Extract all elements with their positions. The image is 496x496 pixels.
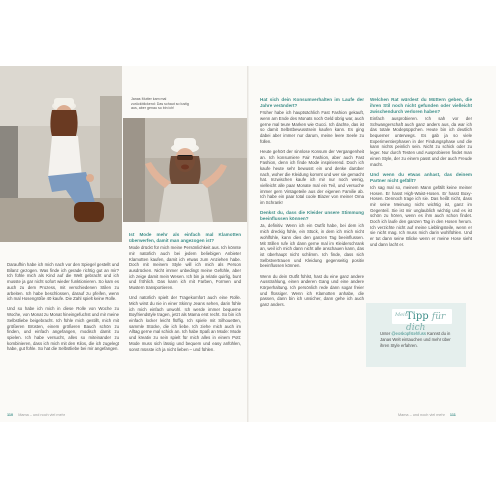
tip-text: [380, 331, 458, 348]
paragraph: Heute gehört der sinnlose Konsum der Vergangenheit an. Ich konsumiere Fair Fashion, aber auch Fast Fashion, denn ich finde Mode inspirierend. Doch ich kaufe heute sehr bewusst ein und denke darüber nach, woher die Kleidung kommt und wer sie gemacht hat. Inzwischen kaufe ich mir nur noch wenig, vielleicht alle paar Monate mal ein Teil, und versuche immer gern Vintageteile aus der eigenen Familie ab. Ich habe ein paar total coole Blazer von meiner Oma im Schrank!: [260, 148, 364, 206]
right-column-2: [370, 97, 472, 252]
paragraph: Früher habe ich hauptsächlich Fast Fashion gekauft, wenn am Ende des Monats noch Geld übrig war, auch gerne mal teure Marken wie Gucci. Ich dachte, das ist so damit Selbstbewusstsein kaufen kann. Es ging dabei aber immer nur darum, meine leere Seele zu füllen.: [260, 110, 364, 144]
photo-woman-sitting: [0, 66, 122, 242]
left-column-2: [129, 232, 241, 357]
tip-title-b: für dich: [406, 312, 446, 333]
photo-woman-laughing: [123, 118, 247, 222]
right-column-1: [260, 97, 364, 312]
page-number: 111: [449, 413, 456, 417]
tip-title-a: Tipp: [406, 311, 429, 322]
right-folio: [398, 413, 456, 417]
question-heading: Welchen Rat würdest du Müttern geben, die ihren Stil noch nicht gefunden oder vielleicht zwischendurch verloren haben?: [370, 97, 472, 114]
tip-text-b: Kannst du in Janas Welt eintauchen und mehr über ihren Style erfahren.: [380, 331, 451, 348]
tip-title: [406, 311, 452, 333]
paragraph: Einfach ausprobieren. Ich sah vor der Schwangerschaft auch ganz anders aus, da war ich das totale Modepüppchen. Heute bin ich deutlich bequemer unterwegs. Es gab ja so viele Experimentierphasen in der Findungsphase und die kann nichts peinlich sein. Nicht zu schick oder zu leger. Nur durch Testen und Ausprobieren findet man einen Style, der zu einem passt und der auch Freude macht.: [370, 115, 472, 167]
paragraph: Daraufhin habe ich mich nach vor den Spiegel gestellt und Bilanz gezogen. Was finde ich gerade richtig gut an mir? Ich fühle mich als Kind auf die Welt gebracht und ich musste ja gar nicht sofort wieder funktionieren. So kam es auch zu dem Prozess, mit verschiedenen Stilen zu arbeiten. Ich habe beschlossen, darauf zu pfeifen, wenn ich mal Hosengröße 40 kaufe. Die Zahl spielt keine Rolle.: [7, 262, 119, 302]
left-folio: [7, 413, 65, 417]
page-number: 110: [7, 413, 14, 417]
instagram-handle[interactable]: @eoskopfstehfuss: [391, 331, 426, 336]
photo-caption: Janas Mutter kam mal zurückblickend: Das schaut so lustig aus, aber genau so bin ich!: [131, 97, 189, 111]
paragraph: Und natürlich spielt der Tragekomfort auch eine Rolle. Mich wirst du nie in einer Skinny Jeans sehen, darin fühle ich mich einfach unwohl. Ich werde immer bequeme Boyfriendstyle tragen, jetzt als Mama erst recht. So bin ich einfach locker leicht flüffig. Ich spiele mit Silhouetten, sammle Stücke, die ich liebe. Ich ziehe mich auch im Alltag gerne mal schick an. Ich habe Spaß an Mode: Mode und kreativ zu sein spielt für mich alles in einem Pott: Mode muss sich lässig und bequem und easy anfühlen, sonst müsste ich ja nicht lieben – und fühlen.: [129, 295, 241, 352]
question-heading: Ist Mode mehr als einfach mal Klamotten überwerfen, damit man angezogen ist?: [129, 232, 241, 243]
tip-pre: Mein: [395, 312, 408, 318]
left-column-1: [7, 262, 119, 357]
question-heading: Hat sich dein Konsumverhalten im Laufe der Jahre verändert?: [260, 97, 364, 108]
tip-box: [366, 303, 466, 367]
paragraph: Und so habe ich mich in diese Rolle von Woche zu Woche, von Monat zu Monat hineingefuchst und mir meine Selbstliebe beigebracht. Ich fühle mich gestillt, mich mit größeren Brüsten, einem größeren Bauch schön zu finden, und einfach angefangen, modisch damit zu spielen. Ich habe versucht, alles so miteinander zu kombinieren, dass ich mich mit den Kilos, die ich zugelegt habe, gut fühle. So hat die Selbstliebe bei mir angefangen.: [7, 306, 119, 352]
paragraph: Mode drückt für mich meine Persönlichkeit aus. Ich könnte mir natürlich auch bei jedem beliebigen Anbieter Klamotten kaufen, damit ich etwas zum Anziehen habe. Doch mit meinem Style will ich mich als Person ausdrücken. Nicht immer unbedingt meine Gefühle, aber ich zeige damit mein Wesen. Ich bin ja relativ quirlig, bunt und fröhlich. Das kann ich mit Farben, Formen und Mustern transportieren.: [129, 245, 241, 291]
book-gutter: [247, 66, 249, 422]
question-heading: Und wenn du etwas anhast, das deinem Partner nicht gefällt?: [370, 171, 472, 183]
running-title: Mama – und noch viel mehr: [398, 413, 445, 417]
running-title: Mama – und noch viel mehr: [18, 413, 66, 417]
question-heading: Denkst du, dass die Kleider unsere Stimmung beeinflussen können?: [260, 210, 364, 222]
paragraph: Wenn du dein Outfit fühlst, hast du eine ganz andere Ausstrahlung, einen anderen Gang und eine andere Körperhaltung. Ich persönlich rede dann sogar freier und flüssiger. Wenn ich Klamotten anhabe, die passen, dann bin ich unsicher, dann gehe ich auch ganz anders.: [260, 273, 364, 308]
paragraph: Ja, definitiv. Wenn ich ein Outfit habe, bei dem ich mich dreckig fühle, ein Stück, in dem ich mich nicht wohlfühle, kann dies den ganzen Tag beeinflussen. Mit Stillen rufe ich dann gerne mal im Kleiderschrank an, weil ich mich dann nicht alle anschauen kann, das ist überhaupt nicht schlimm. Ich finde, dass sich Selbstvertrauen und Kleidung gegenseitig positiv beeinflussen können.: [260, 223, 364, 269]
tip-header: [392, 309, 452, 333]
tip-text-a: Unter: [380, 331, 391, 336]
paragraph: Ich sag mal so, meinem Mann gefällt keine meiner Hosen. Er hasst High-Waist-Hosen. Er hasst Boxy-Hosen. Dennoch trage ich sie. Das heißt nicht, dass mir seine Meinung nicht wichtig ist, ganz im Gegenteil. Sie ist mir unglaublich wichtig und es ist schön zu hören, wenn es ihm auch schon findet. Doch ich laufe den ganzen Tag in den Hosen herum. Ich verzichte nicht auf meine Lieblingsteile, wenn er sie nicht mag. Ich muss mich darin wohlfühlen. Und er tut dann seine Blicke wenn er meine Hose sieht und dann lacht er.: [370, 184, 472, 247]
